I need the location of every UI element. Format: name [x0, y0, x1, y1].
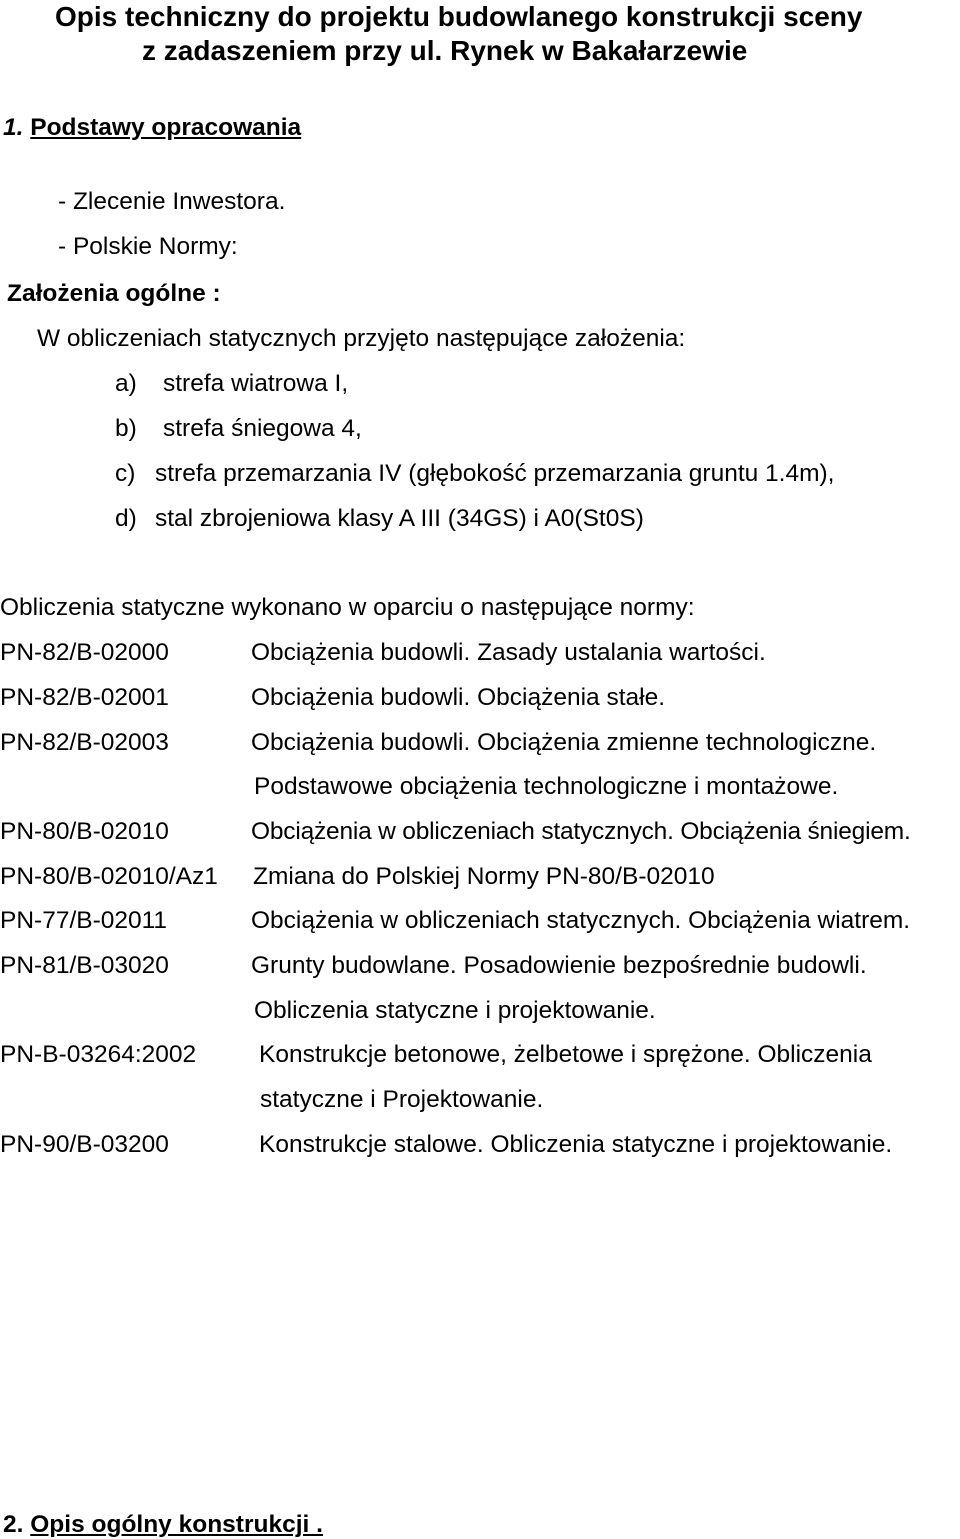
norm-description: Konstrukcje stalowe. Obliczenia statyczne i projektowanie.	[259, 1131, 893, 1158]
norm-description: Konstrukcje betonowe, żelbetowe i sprężone. Obliczenia	[259, 1041, 872, 1068]
norm-code: PN-80/B-02010	[0, 818, 169, 845]
norm-description: Grunty budowlane. Posadowienie bezpośrednie budowli.	[251, 952, 867, 979]
list-text: strefa przemarzania IV (głębokość przemarzania gruntu 1.4m),	[155, 460, 835, 487]
norm-description: Obciążenia w obliczeniach statycznych. Obciążenia wiatrem.	[251, 907, 911, 934]
list-item	[115, 369, 349, 398]
norm-description: Obciążenia budowli. Obciążenia stałe.	[251, 684, 666, 711]
norm-description: Zmiana do Polskiej Normy PN-80/B-02010	[253, 863, 715, 890]
section-1-title: Podstawy opracowania	[30, 114, 302, 141]
norm-code: PN-82/B-02001	[0, 684, 169, 711]
norm-code: PN-80/B-02010/Az1	[0, 863, 218, 890]
list-text: stal zbrojeniowa klasy A III (34GS) i A0(St0S)	[155, 505, 644, 532]
assumptions-heading: Założenia ogólne :	[7, 280, 221, 307]
basis-item: - Zlecenie Inwestora.	[58, 188, 286, 215]
section-1-heading	[3, 113, 301, 142]
section-2-title: Opis ogólny konstrukcji .	[30, 1511, 323, 1538]
norm-code: PN-82/B-02003	[0, 729, 169, 756]
norm-code: PN-81/B-03020	[0, 952, 169, 979]
norm-code: PN-82/B-02000	[0, 639, 169, 666]
assumptions-intro: W obliczeniach statycznych przyjęto następujące założenia:	[37, 325, 686, 352]
norm-code: PN-B-03264:2002	[0, 1041, 197, 1068]
list-marker: d)	[115, 505, 137, 532]
list-marker: a)	[115, 370, 137, 397]
section-1-number: 1.	[3, 114, 24, 141]
norms-intro: Obliczenia statyczne wykonano w oparciu o następujące normy:	[0, 594, 695, 621]
basis-item: - Polskie Normy:	[58, 233, 238, 260]
list-item	[115, 414, 362, 443]
norm-description: Obciążenia w obliczeniach statycznych. Obciążenia śniegiem.	[251, 818, 911, 845]
norm-description-continued: statyczne i Projektowanie.	[260, 1086, 544, 1113]
list-text: strefa wiatrowa I,	[163, 370, 349, 397]
norm-description-continued: Obliczenia statyczne i projektowanie.	[254, 997, 656, 1024]
norm-description-continued: Podstawowe obciążenia technologiczne i montażowe.	[254, 773, 839, 800]
list-text: strefa śniegowa 4,	[163, 415, 362, 442]
norm-description: Obciążenia budowli. Zasady ustalania wartości.	[251, 639, 766, 666]
title-line-2: z zadaszeniem przy ul. Rynek w Bakałarzewie	[142, 35, 748, 66]
norm-code: PN-77/B-02011	[0, 907, 168, 934]
list-marker: c)	[115, 460, 136, 487]
section-2-heading	[3, 1510, 323, 1539]
section-2-number: 2.	[3, 1511, 24, 1538]
list-item	[115, 504, 644, 533]
norm-description: Obciążenia budowli. Obciążenia zmienne technologiczne.	[251, 729, 877, 756]
list-item	[115, 459, 835, 488]
norm-code: PN-90/B-03200	[0, 1131, 169, 1158]
list-marker: b)	[115, 415, 137, 442]
title-line-1: Opis techniczny do projektu budowlanego konstrukcji sceny	[55, 1, 863, 32]
